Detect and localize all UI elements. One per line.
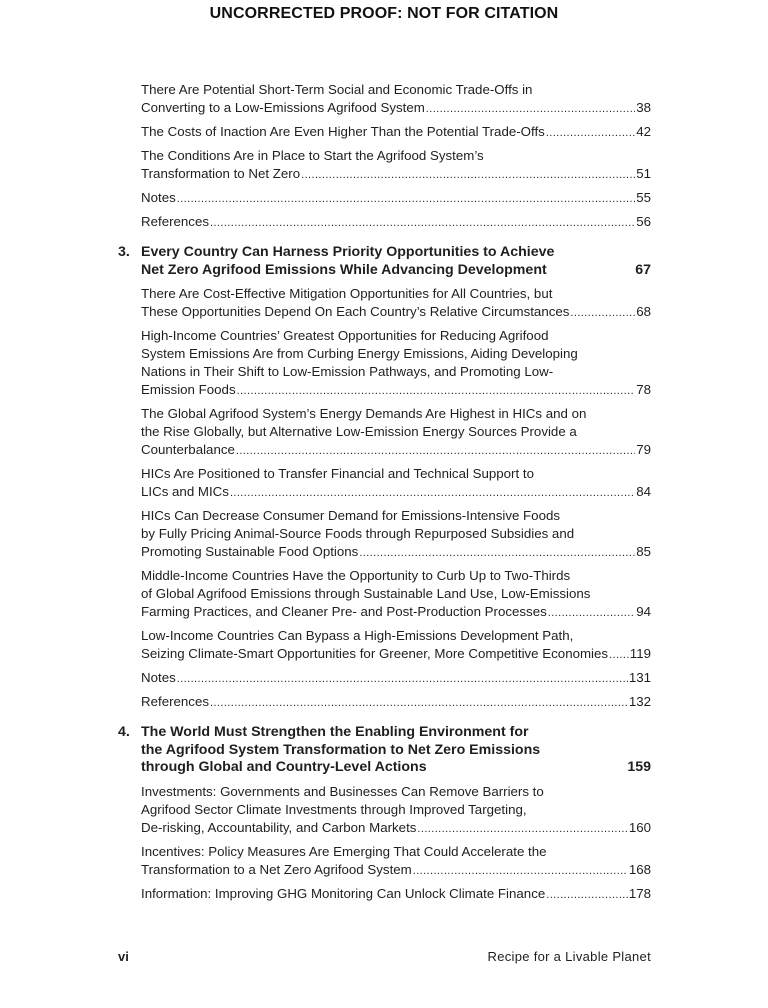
toc-entry-line: Information: Improving GHG Monitoring Can Unlock Climate Finance xyxy=(141,885,546,901)
toc-page-number: 85 xyxy=(636,544,651,559)
toc-entry-line: HICs Can Decrease Consumer Demand for Emissions-Intensive Foods xyxy=(141,508,561,523)
toc-entry-line: Farming Practices, and Cleaner Pre- and Post-Production Processes xyxy=(141,604,547,619)
toc-page-number: 51 xyxy=(636,166,651,181)
toc-entry-line: Converting to a Low-Emissions Agrifood System xyxy=(141,100,425,115)
toc-entry-line: Transformation to Net Zero xyxy=(141,166,301,181)
toc-page-number: 56 xyxy=(636,214,651,229)
toc-entry-line: The Conditions Are in Place to Start the Agrifood System’s xyxy=(141,148,484,163)
chapter-number: 4. xyxy=(118,724,130,740)
toc-page-number: 55 xyxy=(636,190,651,205)
dot-leader xyxy=(237,381,636,400)
toc-entry-line: by Fully Pricing Animal-Source Foods through Repurposed Subsidies and xyxy=(141,526,575,541)
toc-entry[interactable] xyxy=(141,693,651,712)
toc-entry-line: Low-Income Countries Can Bypass a High-Emissions Development Path, xyxy=(141,628,574,643)
dot-leader xyxy=(609,645,629,664)
toc-entry-line: The Costs of Inaction Are Even Higher Than the Potential Trade-Offs xyxy=(141,124,545,139)
toc-entry-line: Emission Foods xyxy=(141,382,236,397)
toc-page-number: 84 xyxy=(636,484,651,499)
chapter-title-line: through Global and Country-Level Actions xyxy=(141,759,427,775)
toc-page-number: 78 xyxy=(636,382,651,397)
chapter-number: 3. xyxy=(118,244,130,260)
toc-entry-line: Promoting Sustainable Food Options xyxy=(141,544,359,559)
toc-page-number: 119 xyxy=(629,646,651,661)
toc-entry-line: The Global Agrifood System’s Energy Demands Are Highest in HICs and on xyxy=(141,406,587,421)
toc-entry-line: There Are Potential Short-Term Social and Economic Trade-Offs in xyxy=(141,82,533,97)
toc-chapter-3[interactable] xyxy=(118,244,651,279)
chapter-title-line: Every Country Can Harness Priority Opportunities to Achieve xyxy=(141,244,555,260)
page-folio: vi xyxy=(118,949,129,964)
toc-entry-line: Seizing Climate-Smart Opportunities for Greener, More Competitive Economies xyxy=(141,646,609,661)
dot-leader xyxy=(177,669,628,688)
dot-leader xyxy=(548,603,635,622)
toc-entry[interactable] xyxy=(141,213,651,232)
toc-entry[interactable] xyxy=(141,285,651,322)
toc-entry[interactable] xyxy=(141,81,651,118)
toc-page-number: 94 xyxy=(636,604,651,619)
toc-page-number: 42 xyxy=(636,124,651,139)
toc-page-number: 68 xyxy=(636,304,651,319)
toc-entry[interactable] xyxy=(141,885,651,904)
toc-entry-line: Investments: Governments and Businesses Can Remove Barriers to xyxy=(141,783,544,799)
table-of-contents xyxy=(0,81,768,909)
toc-page-number: 168 xyxy=(628,861,651,877)
toc-entry[interactable] xyxy=(141,843,651,880)
dot-leader xyxy=(210,693,628,712)
dot-leader xyxy=(236,441,635,460)
chapter-title-line: Net Zero Agrifood Emissions While Advancing Development xyxy=(141,261,547,278)
toc-entry[interactable] xyxy=(141,405,651,460)
toc-entry-line: Counterbalance xyxy=(141,442,235,457)
dot-leader xyxy=(301,165,635,184)
toc-entry-line: HICs Are Positioned to Transfer Financial and Technical Support to xyxy=(141,466,534,481)
toc-entry-line: Agrifood Sector Climate Investments through Improved Targeting, xyxy=(141,801,527,817)
toc-entry-line: the Rise Globally, but Alternative Low-Emission Energy Sources Provide a xyxy=(141,424,577,439)
toc-group-chapter-4 xyxy=(0,783,768,904)
dot-leader xyxy=(426,99,635,118)
toc-entry-line: Nations in Their Shift to Low-Emission Pathways, and Promoting Low- xyxy=(141,364,554,379)
dot-leader xyxy=(230,483,635,502)
toc-page-number: 79 xyxy=(636,442,651,457)
toc-entry[interactable] xyxy=(141,327,651,400)
toc-entry-line: There Are Cost-Effective Mitigation Opportunities for All Countries, but xyxy=(141,286,553,301)
chapter-page-number: 67 xyxy=(635,261,651,278)
toc-group-chapter-3 xyxy=(0,285,768,712)
toc-entry[interactable] xyxy=(141,147,651,184)
dot-leader xyxy=(570,303,635,322)
toc-entry-line: of Global Agrifood Emissions through Sustainable Land Use, Low-Emissions xyxy=(141,586,591,601)
toc-entry-line: System Emissions Are from Curbing Energy Emissions, Aiding Developing xyxy=(141,346,578,361)
dot-leader xyxy=(210,213,635,232)
toc-page-number: 38 xyxy=(636,100,651,115)
toc-entry-line: Notes xyxy=(141,670,176,685)
toc-entry-line: High-Income Countries’ Greatest Opportunities for Reducing Agrifood xyxy=(141,328,549,343)
running-book-title: Recipe for a Livable Planet xyxy=(487,949,651,964)
toc-page-number: 160 xyxy=(628,819,651,835)
chapter-title-line: the Agrifood System Transformation to Net Zero Emissions xyxy=(141,741,541,758)
dot-leader xyxy=(413,861,628,880)
chapter-title-line: The World Must Strengthen the Enabling Environment for xyxy=(141,724,529,740)
toc-entry[interactable] xyxy=(141,123,651,142)
dot-leader xyxy=(546,885,628,904)
toc-page-number: 178 xyxy=(628,885,651,901)
proof-banner: UNCORRECTED PROOF: NOT FOR CITATION xyxy=(209,5,559,22)
dot-leader xyxy=(546,123,635,142)
toc-group-chapter-2-tail xyxy=(0,81,768,232)
chapter-page-number: 159 xyxy=(627,759,651,775)
toc-entry[interactable] xyxy=(141,567,651,622)
toc-entry[interactable] xyxy=(141,783,651,838)
toc-entry[interactable] xyxy=(141,507,651,562)
toc-entry-line: Incentives: Policy Measures Are Emerging That Could Accelerate the xyxy=(141,843,547,859)
toc-entry[interactable] xyxy=(141,189,651,208)
toc-page-number: 132 xyxy=(628,694,651,709)
toc-entry[interactable] xyxy=(141,669,651,688)
dot-leader xyxy=(359,543,635,562)
toc-entry-line: Transformation to a Net Zero Agrifood System xyxy=(141,861,412,877)
toc-entry-line: De-risking, Accountability, and Carbon Markets xyxy=(141,819,417,835)
dot-leader xyxy=(417,819,627,838)
toc-entry[interactable] xyxy=(141,465,651,502)
toc-entry-line: References xyxy=(141,694,209,709)
toc-entry-line: LICs and MICs xyxy=(141,484,229,499)
toc-page-number: 131 xyxy=(628,670,651,685)
toc-entry-line: References xyxy=(141,214,209,229)
toc-entry-line: Middle-Income Countries Have the Opportunity to Curb Up to Two-Thirds xyxy=(141,568,571,583)
toc-entry-line: Notes xyxy=(141,190,176,205)
toc-entry[interactable] xyxy=(141,627,651,664)
toc-chapter-4[interactable] xyxy=(118,724,651,777)
toc-entry-line: These Opportunities Depend On Each Country’s Relative Circumstances xyxy=(141,304,570,319)
dot-leader xyxy=(177,189,635,208)
